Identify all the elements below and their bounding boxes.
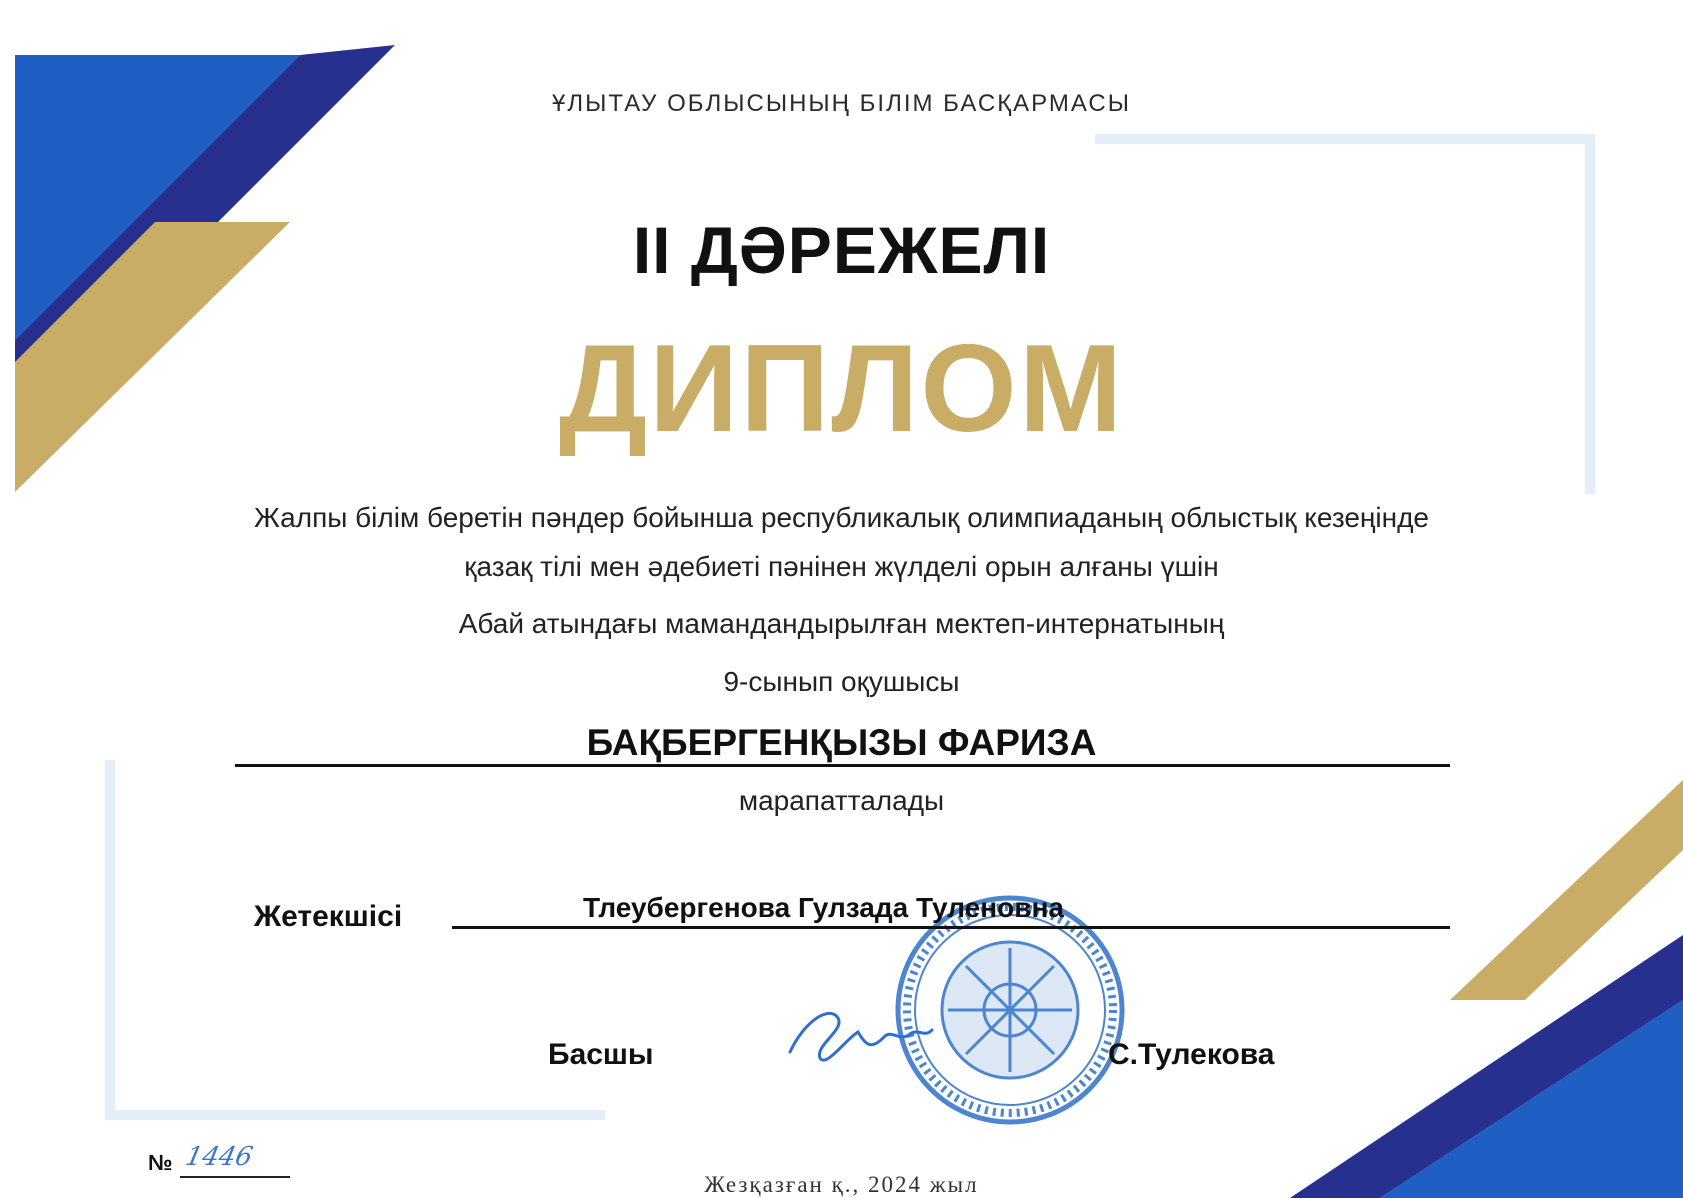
supervisor-label: Жетекшісі bbox=[254, 900, 403, 933]
official-stamp bbox=[898, 898, 1122, 1122]
head-name: С.Тулекова bbox=[1108, 1038, 1275, 1071]
diploma-title: ДИПЛОМ bbox=[558, 320, 1125, 458]
awarded-text: марапатталады bbox=[738, 785, 945, 816]
issuer-organization: ҰЛЫТАУ ОБЛЫСЫНЫҢ БІЛІМ БАСҚАРМАСЫ bbox=[552, 90, 1131, 117]
head-label: Басшы bbox=[548, 1038, 654, 1071]
body-line-4: 9-сынып оқушысы bbox=[723, 666, 960, 697]
number-value: 1446 bbox=[182, 1142, 256, 1172]
frame-band-top bbox=[1095, 134, 1595, 144]
frame-band-bottom bbox=[105, 1110, 605, 1120]
place-and-date: Жезқазған қ., 2024 жыл bbox=[704, 1172, 979, 1197]
number-label: № bbox=[148, 1150, 173, 1175]
recipient-underline bbox=[235, 764, 1450, 767]
body-line-3: Абай атындағы мамандандырылған мектеп-интернатының bbox=[458, 608, 1225, 639]
degree-label: II ДӘРЕЖЕЛІ bbox=[632, 213, 1051, 287]
recipient-name: БАҚБЕРГЕНҚЫЗЫ ФАРИЗА bbox=[586, 722, 1097, 763]
body-line-2: қазақ тілі мен әдебиеті пәнінен жүлделі орын алғаны үшін bbox=[464, 551, 1219, 582]
body-line-1: Жалпы білім беретін пәндер бойынша республикалық олимпиаданың облыстық кезеңінде bbox=[254, 502, 1429, 533]
supervisor-underline bbox=[452, 926, 1450, 929]
supervisor-name: Тлеубергенова Гулзада Туленовна bbox=[583, 892, 1064, 923]
